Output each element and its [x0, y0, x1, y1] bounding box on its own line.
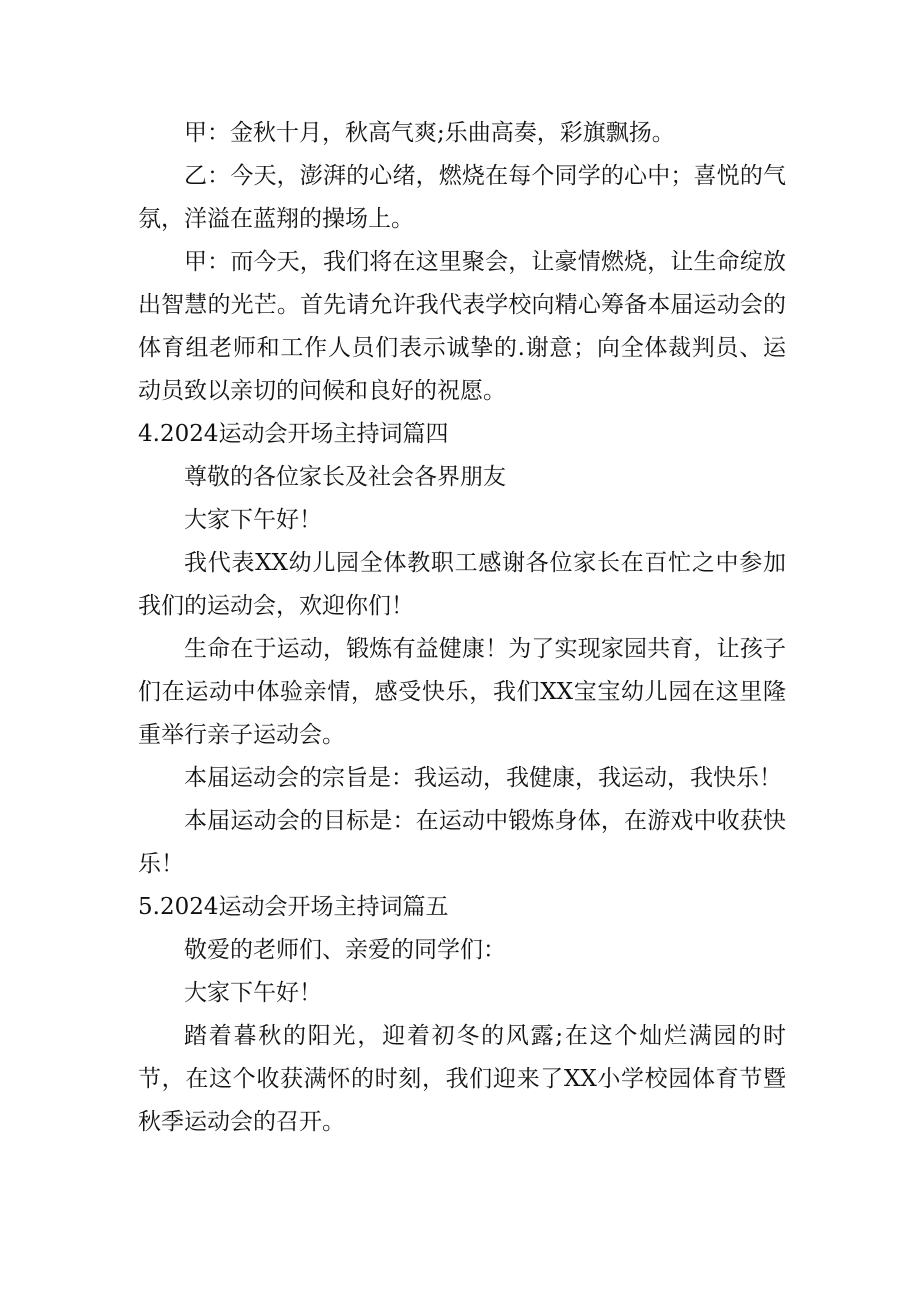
paragraph-goal: 本届运动会的目标是：在运动中锻炼身体，在游戏中收获快乐！: [138, 808, 786, 877]
paragraph-autumn-opening: 踏着暮秋的阳光，迎着初冬的风露;在这个灿烂满园的时节，在这个收获满怀的时刻，我们迎来了XX小学校园体育节暨秋季运动会的召开。: [138, 1023, 786, 1135]
paragraph-salutation-parents: 尊敬的各位家长及社会各界朋友: [184, 464, 506, 490]
paragraph-life-in-motion: 生命在于运动，锻炼有益健康！为了实现家园共育，让孩子们在运动中体验亲情，感受快乐，我们XX宝宝幼儿园在这里隆重举行亲子运动会。: [138, 636, 786, 748]
paragraph-greeting-5: 大家下午好！: [184, 980, 322, 1006]
paragraph-thanks-parents: 我代表XX幼儿园全体教职工感谢各位家长在百忙之中参加我们的运动会，欢迎你们！: [138, 550, 786, 619]
paragraph-jia-welcome: 甲：而今天，我们将在这里聚会，让豪情燃烧，让生命绽放出智慧的光芒。首先请允许我代表学校向精心筹备本届运动会的体育组老师和工作人员们表示诚挚的.谢意；向全体裁判员、运动员致以亲切的问候和良好的祝愿。: [138, 249, 786, 404]
paragraph-purpose: 本届运动会的宗旨是：我运动，我健康，我运动，我快乐！: [184, 765, 782, 791]
paragraph-salutation-teachers: 敬爱的老师们、亲爱的同学们：: [184, 937, 506, 963]
section-heading-4: 4.2024运动会开场主持词篇四: [138, 421, 449, 447]
paragraph-greeting-4: 大家下午好！: [184, 507, 322, 533]
paragraph-jia-intro: 甲：金秋十月，秋高气爽;乐曲高奏，彩旗飘扬。: [184, 120, 675, 146]
document-body: [138, 112, 786, 1144]
paragraph-yi-intro: 乙：今天，澎湃的心绪，燃烧在每个同学的心中；喜悦的气氛，洋溢在蓝翔的操场上。: [138, 163, 786, 232]
section-heading-5: 5.2024运动会开场主持词篇五: [138, 894, 449, 920]
